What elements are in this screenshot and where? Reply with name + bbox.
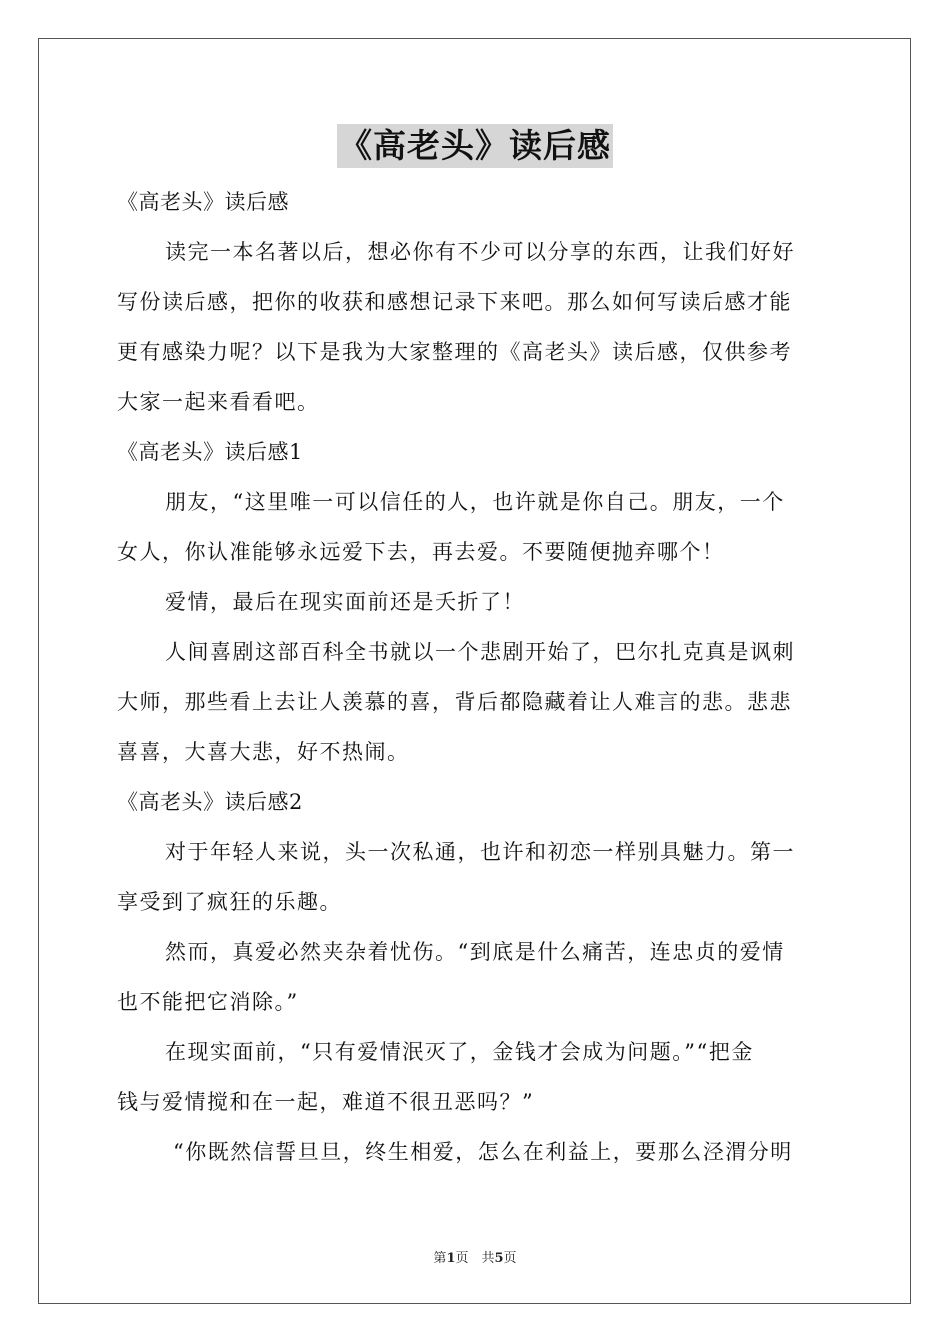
text-line: “你既然信誓旦旦，终生相爱，怎么在利益上，要那么泾渭分明 xyxy=(173,1140,793,1164)
text-line: 享受到了疯狂的乐趣。 xyxy=(117,890,342,914)
text-line: 钱与爱情搅和在一起，难道不很丑恶吗？” xyxy=(117,1090,535,1114)
text-line: 大师，那些看上去让人羡慕的喜，背后都隐藏着让人难言的悲。悲悲 xyxy=(117,690,792,714)
text-line: 读完一本名著以后，想必你有不少可以分享的东西，让我们好好 xyxy=(165,240,795,264)
footer-page-number: 1 xyxy=(446,1251,456,1266)
footer-middle: 页 共 xyxy=(455,1251,495,1266)
section-heading: 《高老头》读后感 xyxy=(117,190,289,214)
title-container xyxy=(0,124,950,168)
text-line: 大家一起来看看吧。 xyxy=(117,390,320,414)
text-line: 女人，你认准能够永远爱下去，再去爱。不要随便抛弃哪个！ xyxy=(117,540,725,564)
text-line: 在现实面前，“只有爱情泯灭了，金钱才会成为问题。”“把金 xyxy=(165,1040,754,1064)
text-line: 然而，真爱必然夹杂着忧伤。“到底是什么痛苦，连忠贞的爱情 xyxy=(165,940,785,964)
document-body xyxy=(117,177,835,1177)
footer-total-pages: 5 xyxy=(494,1251,504,1266)
text-line: 对于年轻人来说，头一次私通，也许和初恋一样别具魅力。第一 xyxy=(165,840,795,864)
text-line: 更有感染力呢？以下是我为大家整理的《高老头》读后感，仅供参考 xyxy=(117,340,792,364)
section-heading: 《高老头》读后感2 xyxy=(117,790,303,814)
footer-prefix: 第 xyxy=(433,1251,447,1266)
text-line: 朋友，“这里唯一可以信任的人，也许就是你自己。朋友，一个 xyxy=(165,490,785,514)
page-footer xyxy=(0,1247,950,1266)
text-line: 人间喜剧这部百科全书就以一个悲剧开始了，巴尔扎克真是讽刺 xyxy=(165,640,795,664)
text-line: 写份读后感，把你的收获和感想记录下来吧。那么如何写读后感才能 xyxy=(117,290,792,314)
section-heading: 《高老头》读后感1 xyxy=(117,440,303,464)
document-title: 《高老头》读后感 xyxy=(337,124,613,168)
footer-suffix: 页 xyxy=(503,1251,517,1266)
text-line: 喜喜，大喜大悲，好不热闹。 xyxy=(117,740,410,764)
text-line: 也不能把它消除。” xyxy=(117,990,299,1014)
text-line: 爱情，最后在现实面前还是夭折了！ xyxy=(165,590,525,614)
